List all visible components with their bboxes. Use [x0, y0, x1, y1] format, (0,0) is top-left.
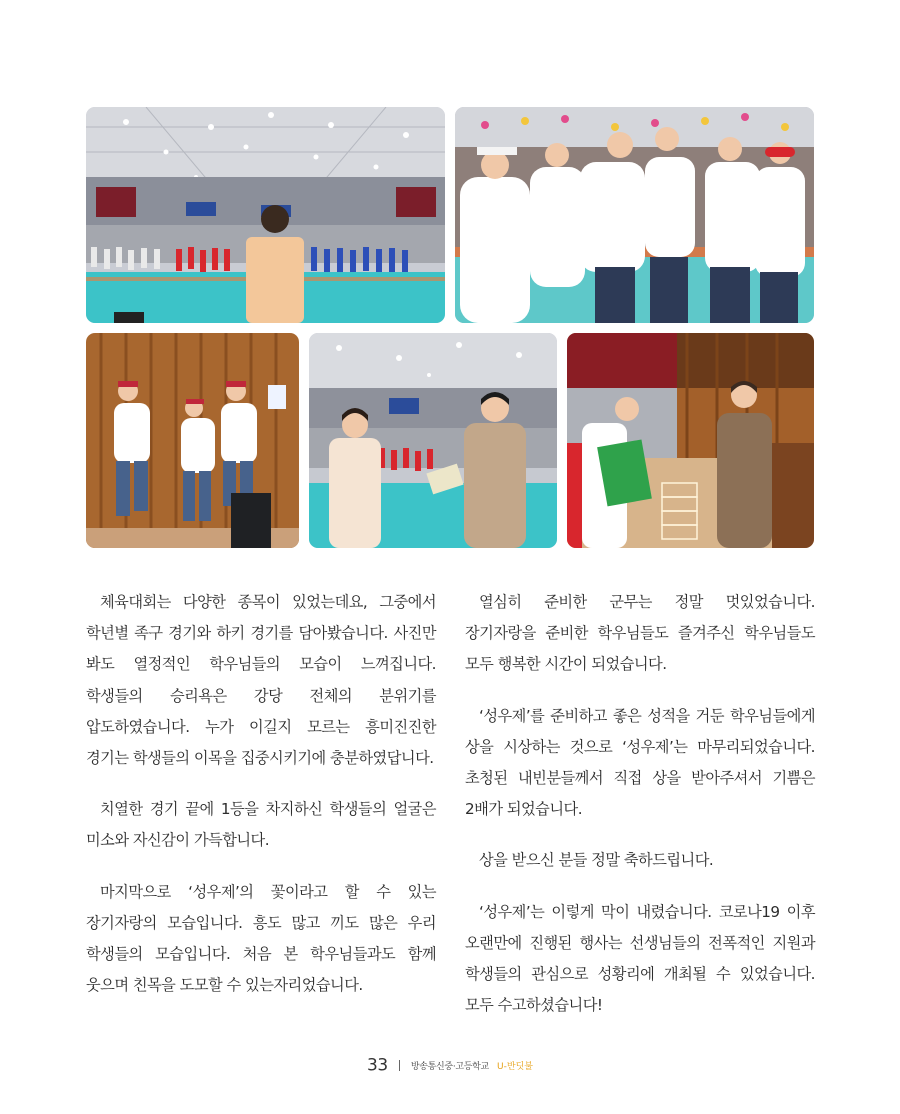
- page-number: 33: [367, 1055, 388, 1076]
- page-footer: [0, 1055, 900, 1076]
- footer-divider: [399, 1060, 400, 1071]
- magazine-name: U-반딧불: [497, 1062, 533, 1072]
- article-column-right: [465, 587, 815, 1041]
- article-paragraph: 상을 받으신 분들 정말 축하드립니다.: [479, 851, 714, 870]
- line-dance-photo: [455, 107, 814, 323]
- article-paragraph: 체육대회는 다양한 종목이 있었는데요, 그중에서 학년별 족구 경기와 하키 경기를 담아봤습니다. 사진만 봐도 열정적인 학우님들의 모습이 느껴집니다. 학생들의 승리욕은 강당 전체의 분위기를 압도하였습니다. 누가 이길지 모르는 흥미진진한 경기는 학생들의 이목을 집중시키기에 충분하였답니다.: [86, 593, 436, 768]
- award-handover-photo: [567, 333, 814, 548]
- article-paragraph: ‘성우제’를 준비하고 좋은 성적을 거둔 학우님들에게 상을 시상하는 것으로 ‘성우제’는 마무리되었습니다. 초청된 내빈분들께서 직접 상을 받아주셔서 기쁨은 2배가 되었습니다.: [465, 706, 815, 819]
- stage-dance-photo: [86, 333, 299, 548]
- award-speech-photo: [309, 333, 557, 548]
- article-paragraph: 열심히 준비한 군무는 정말 멋있었습니다. 장기자랑을 준비한 학우님들도 즐겨주신 학우님들도 모두 행복한 시간이 되었습니다.: [465, 593, 815, 674]
- gym-overview-photo: [86, 107, 445, 323]
- article-paragraph: ‘성우제’는 이렇게 막이 내렸습니다. 코로나19 이후 오랜만에 진행된 행사는 선생님들의 전폭적인 지원과 학생들의 관심으로 성황리에 개최될 수 있었습니다. 모두 수고하셨습니다!: [465, 902, 815, 1015]
- school-name: 방송통신중·고등학교: [410, 1062, 489, 1072]
- article-paragraph: 치열한 경기 끝에 1등을 차지하신 학생들의 얼굴은 미소와 자신감이 가득합니다.: [86, 800, 436, 850]
- article-column-left: [86, 587, 436, 1021]
- article-paragraph: 마지막으로 ‘성우제’의 꽃이라고 할 수 있는 장기자랑의 모습입니다. 흥도 많고 끼도 많은 우리 학생들의 모습입니다. 처음 본 학우님들과도 함께 웃으며 친목을 도모할 수 있는자리었습니다.: [86, 882, 436, 995]
